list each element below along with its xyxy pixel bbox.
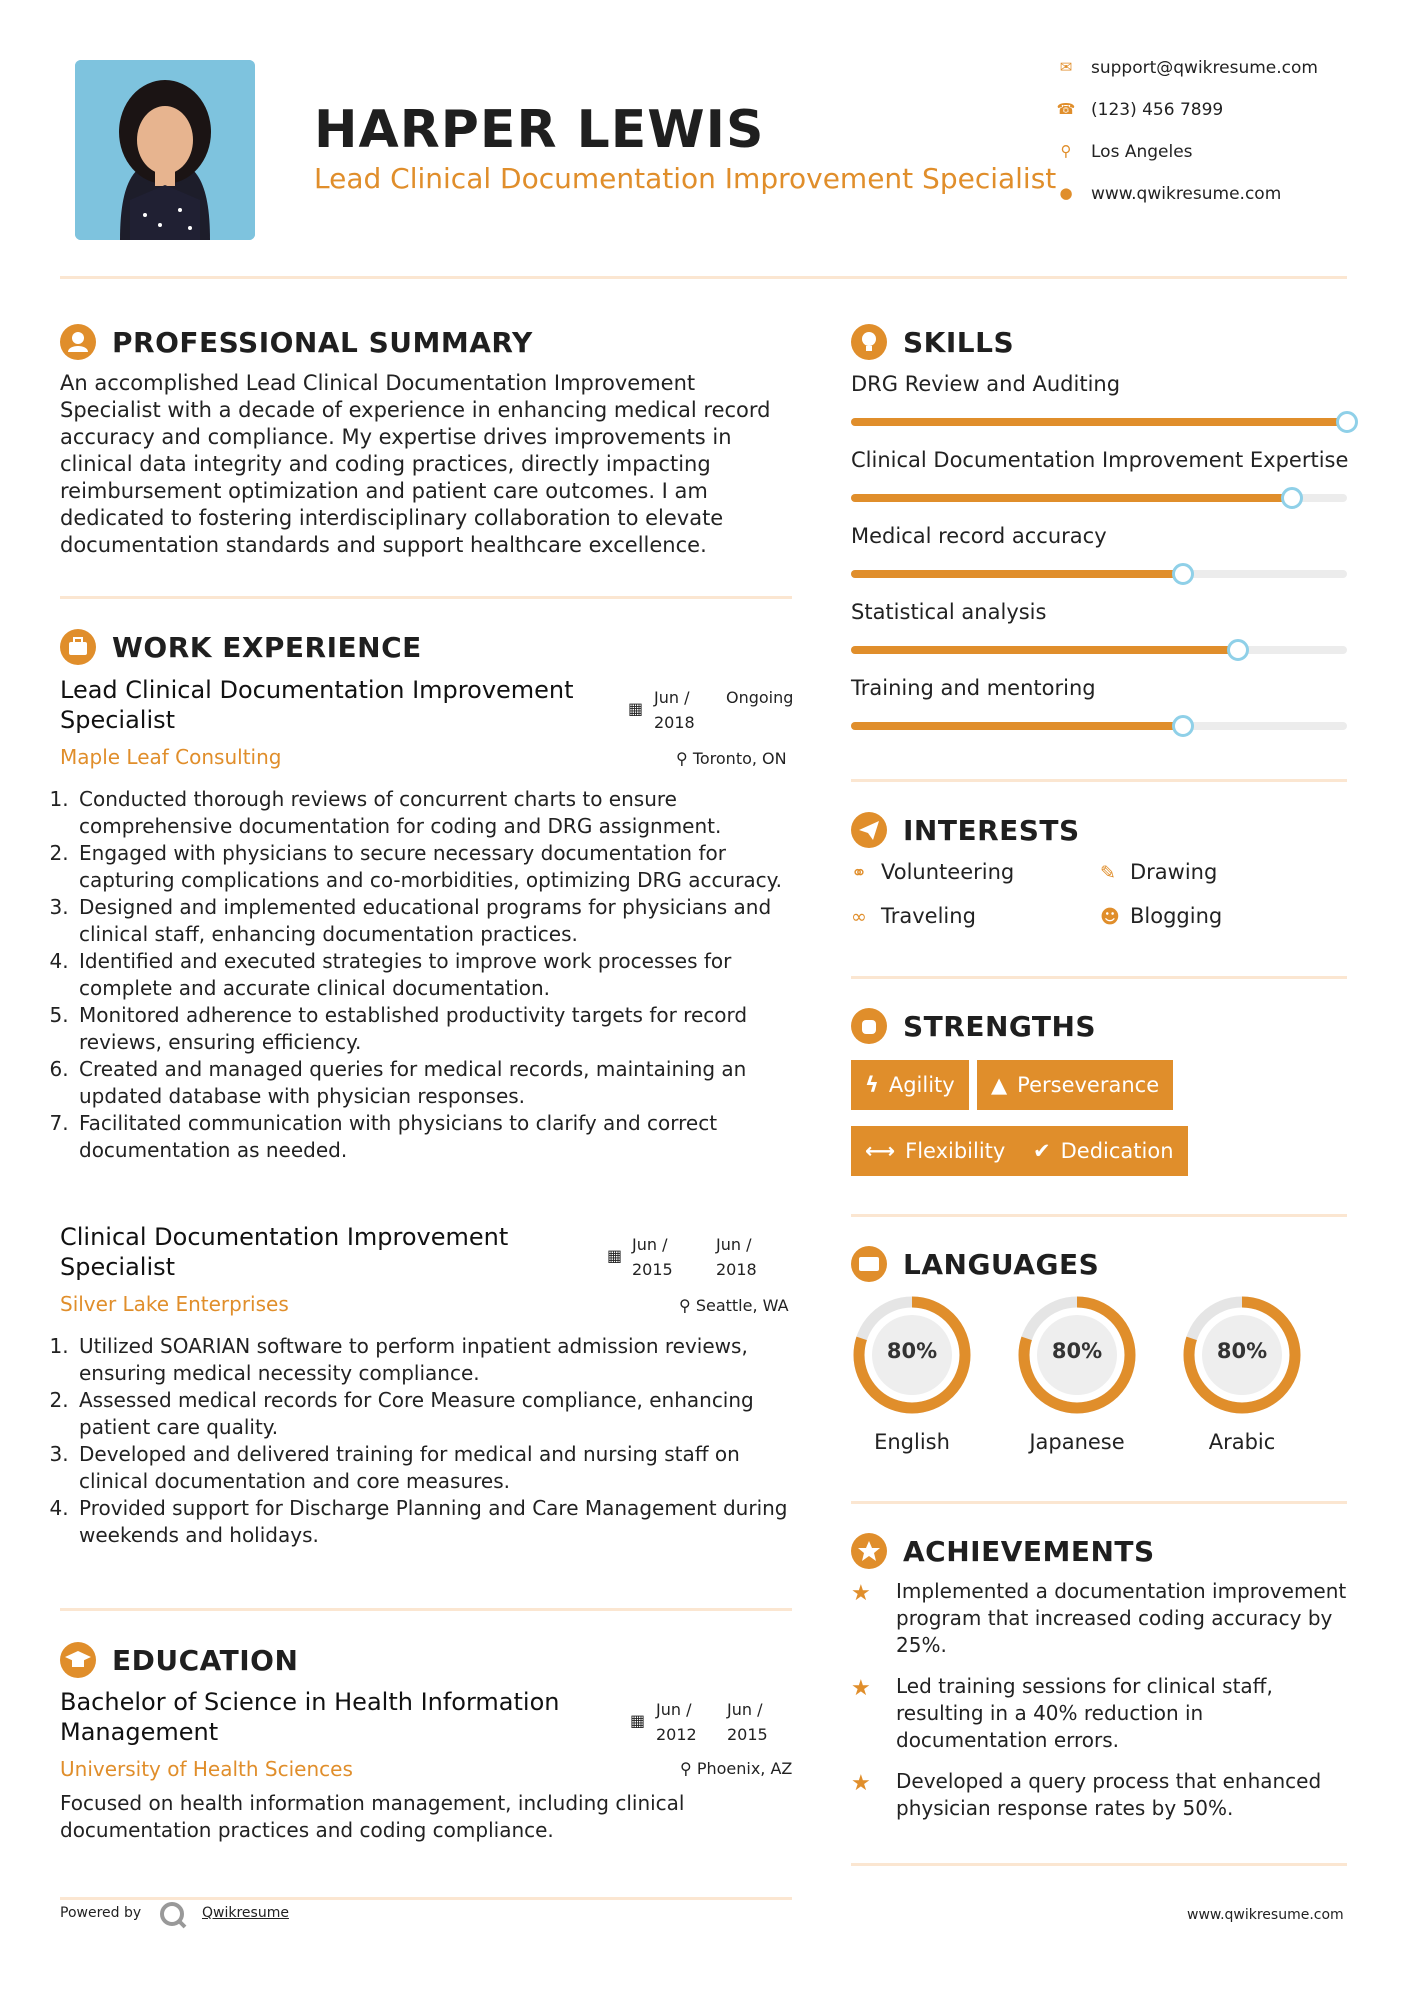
job-end-date: Ongoing: [726, 688, 794, 707]
pin-icon: ⚲: [679, 1296, 696, 1315]
languages-divider: [851, 1501, 1347, 1504]
achievement-text: Developed a query process that enhanced physician response rates by 50%.: [896, 1769, 1322, 1820]
skills-heading: SKILLS: [903, 326, 1015, 359]
language-icon: [851, 1246, 887, 1282]
strength-badge-agility: [851, 1060, 969, 1110]
skill-level-bar: [851, 494, 1347, 502]
language-name: Japanese: [1029, 1430, 1125, 1454]
job-location: [679, 1296, 789, 1315]
language-item: [1181, 1294, 1303, 1454]
experience-heading: WORK EXPERIENCE: [112, 631, 422, 664]
candidate-title: Lead Clinical Documentation Improvement Specialist: [314, 162, 1057, 195]
job-company: Maple Leaf Consulting: [60, 745, 282, 769]
job-location: [676, 749, 787, 768]
languages-heading: LANGUAGES: [903, 1248, 1100, 1281]
skill-level-bar: [851, 570, 1347, 578]
language-percent: 80%: [1216, 1339, 1268, 1363]
language-item: [1016, 1294, 1138, 1454]
pin-icon: ⚲: [676, 749, 693, 768]
candidate-name: HARPER LEWIS: [314, 100, 765, 160]
location-pin-icon: ⚲: [1060, 142, 1072, 160]
skill-name: DRG Review and Auditing: [851, 372, 1121, 396]
skill-name: Clinical Documentation Improvement Expertise: [851, 448, 1349, 472]
job-bullet-item: 2. Assessed medical records for Core Measure compliance, enhancing patient care quality.: [75, 1387, 815, 1441]
bolt-icon: ϟ: [865, 1073, 879, 1097]
achievements-heading: ACHIEVEMENTS: [903, 1535, 1155, 1568]
phone-icon: ☎: [1056, 100, 1076, 118]
skill-level-knob: [1227, 639, 1249, 661]
job-bullet-item: 1. Utilized SOARIAN software to perform inpatient admission reviews, ensuring medical necessity compliance.: [75, 1333, 815, 1387]
achievement-text: Implemented a documentation improvement program that increased coding accuracy by 25%.: [896, 1579, 1347, 1657]
skill-level-fill: [851, 494, 1292, 502]
job-location-text: Toronto, ON: [692, 749, 787, 768]
skill-level-knob: [1172, 715, 1194, 737]
strength-badge-flexibility: [851, 1126, 1019, 1176]
language-name: English: [874, 1430, 950, 1454]
calendar-icon: ▦: [630, 1711, 646, 1730]
strength-label: Perseverance: [1017, 1073, 1160, 1097]
skill-level-bar: [851, 722, 1347, 730]
interest-label: Traveling: [881, 904, 976, 928]
job-bullet-item: 4. Identified and executed strategies to improve work processes for complete and accurate clinical documentation.: [75, 948, 815, 1002]
skill-name: Statistical analysis: [851, 600, 1047, 624]
road-icon: ▲: [991, 1073, 1008, 1097]
interest-traveling: [851, 904, 976, 928]
star-icon: ★: [851, 1581, 871, 1606]
skill-level-fill: [851, 418, 1347, 426]
contact-email-text: support@qwikresume.com: [1091, 58, 1318, 78]
job-bullet-item: 1. Conducted thorough reviews of concurrent charts to ensure comprehensive documentation for coding and DRG assignment.: [75, 786, 815, 840]
binoculars-icon: ∞: [851, 906, 867, 928]
skill-level-fill: [851, 646, 1238, 654]
paper-plane-icon: [851, 812, 887, 848]
skill-level-knob: [1336, 411, 1358, 433]
interest-volunteering: [851, 860, 1014, 884]
qwikresume-link[interactable]: Qwikresume: [202, 1905, 289, 1921]
interest-label: Volunteering: [881, 860, 1015, 884]
degree-title: Bachelor of Science in Health Information Management: [60, 1688, 560, 1746]
strengths-divider: [851, 1214, 1347, 1217]
strength-label: Flexibility: [905, 1139, 1006, 1163]
skill-level-knob: [1281, 487, 1303, 509]
strength-badge-dedication: [1019, 1126, 1188, 1176]
job-title: Clinical Documentation Improvement Specialist: [60, 1223, 509, 1281]
strength-label: Dedication: [1060, 1139, 1174, 1163]
school-name: University of Health Sciences: [60, 1757, 353, 1781]
achievements-divider: [851, 1863, 1347, 1866]
briefcase-icon: [60, 629, 96, 665]
education-location: [680, 1759, 792, 1778]
graduation-cap-icon: [60, 1642, 96, 1678]
job-end-date: Jun / 2018: [716, 1235, 757, 1279]
check-circle-icon: ✔: [1033, 1139, 1051, 1163]
job-company: Silver Lake Enterprises: [60, 1292, 289, 1316]
job-bullets: [55, 786, 815, 1164]
job-bullet-item: 2. Engaged with physicians to secure necessary documentation for capturing complications and co-morbidities, optimizing DRG accuracy.: [75, 840, 815, 894]
qwikresume-logo-icon: [158, 1900, 188, 1934]
contact-phone-text: (123) 456 7899: [1091, 100, 1224, 120]
language-name: Arabic: [1208, 1430, 1276, 1454]
summary-divider: [60, 596, 792, 599]
users-icon: ☻: [1100, 906, 1120, 928]
job-start-date: Jun / 2018: [654, 688, 695, 732]
job-bullet-item: 5. Monitored adherence to established productivity targets for record reviews, ensuring efficiency.: [75, 1002, 815, 1056]
star-badge-icon: [851, 1533, 887, 1569]
language-percent: 80%: [1051, 1339, 1103, 1363]
skill-name: Training and mentoring: [851, 676, 1096, 700]
strengths-heading: STRENGTHS: [903, 1010, 1097, 1043]
strength-label: Agility: [888, 1073, 955, 1097]
education-end-date: Jun / 2015: [727, 1700, 768, 1744]
interests-divider: [851, 976, 1347, 979]
profile-photo: [75, 60, 255, 240]
star-icon: ★: [851, 1676, 871, 1701]
globe-icon: ●: [1059, 184, 1073, 202]
interest-drawing: [1100, 860, 1217, 884]
language-percent: 80%: [886, 1339, 938, 1363]
powered-by-label: Powered by: [60, 1905, 142, 1921]
interest-blogging: [1100, 904, 1222, 928]
skill-level-fill: [851, 570, 1183, 578]
job-bullet-item: 4. Provided support for Discharge Planning and Care Management during weekends and holidays.: [75, 1495, 815, 1549]
pencil-icon: ✎: [1100, 862, 1116, 884]
job-title: Lead Clinical Documentation Improvement Specialist: [60, 676, 574, 734]
calendar-icon: ▦: [607, 1246, 623, 1265]
footer-url[interactable]: www.qwikresume.com: [1187, 1907, 1344, 1923]
job-bullet-item: 3. Designed and implemented educational programs for physicians and clinical staff, enhancing documentation practices.: [75, 894, 815, 948]
arrows-horizontal-icon: ⟷: [865, 1139, 896, 1163]
user-icon: [60, 324, 96, 360]
hand-icon: [851, 1008, 887, 1044]
experience-divider: [60, 1608, 792, 1611]
interests-heading: INTERESTS: [903, 814, 1080, 847]
education-description: Focused on health information management, including clinical documentation practices and coding compliance.: [60, 1791, 685, 1842]
job-bullet-item: 3. Developed and delivered training for medical and nursing staff on clinical documentation and core measures.: [75, 1441, 815, 1495]
skill-level-bar: [851, 418, 1347, 426]
skills-divider: [851, 779, 1347, 782]
skill-level-bar: [851, 646, 1347, 654]
star-icon: ★: [851, 1771, 871, 1796]
job-bullets: [55, 1333, 815, 1549]
summary-text: An accomplished Lead Clinical Documentation Improvement Specialist with a decade of experience in enhancing medical record accuracy and compliance. My expertise drives improvements in clinical data integrity and coding practices, directly impacting reimbursement optimization and patient care outcomes. I am dedicated to fostering interdisciplinary collaboration to elevate documentation standards and support healthcare excellence.: [60, 371, 771, 557]
summary-heading: PROFESSIONAL SUMMARY: [112, 326, 533, 359]
strength-badge-perseverance: [977, 1060, 1173, 1110]
handshake-icon: ⚭: [851, 862, 867, 884]
job-start-date: Jun / 2015: [632, 1235, 673, 1279]
contact-location-text: Los Angeles: [1091, 142, 1193, 162]
interest-label: Blogging: [1130, 904, 1223, 928]
job-location-text: Seattle, WA: [695, 1296, 789, 1315]
education-location-text: Phoenix, AZ: [696, 1759, 793, 1778]
header-divider: [60, 276, 1347, 279]
education-heading: EDUCATION: [112, 1644, 299, 1677]
lightbulb-icon: [851, 324, 887, 360]
pin-icon: ⚲: [680, 1759, 697, 1778]
skill-level-knob: [1172, 563, 1194, 585]
mail-icon: ✉: [1059, 58, 1073, 76]
language-item: [851, 1294, 973, 1454]
calendar-icon: ▦: [628, 699, 644, 718]
job-bullet-item: 6. Created and managed queries for medical records, maintaining an updated database with physician responses.: [75, 1056, 815, 1110]
skill-level-fill: [851, 722, 1183, 730]
interest-label: Drawing: [1130, 860, 1218, 884]
contact-website-text: www.qwikresume.com: [1091, 184, 1282, 204]
achievement-text: Led training sessions for clinical staff, resulting in a 40% reduction in documentation errors.: [896, 1674, 1273, 1752]
job-bullet-item: 7. Facilitated communication with physicians to clarify and correct documentation as needed.: [75, 1110, 815, 1164]
skill-name: Medical record accuracy: [851, 524, 1107, 548]
education-start-date: Jun / 2012: [656, 1700, 697, 1744]
